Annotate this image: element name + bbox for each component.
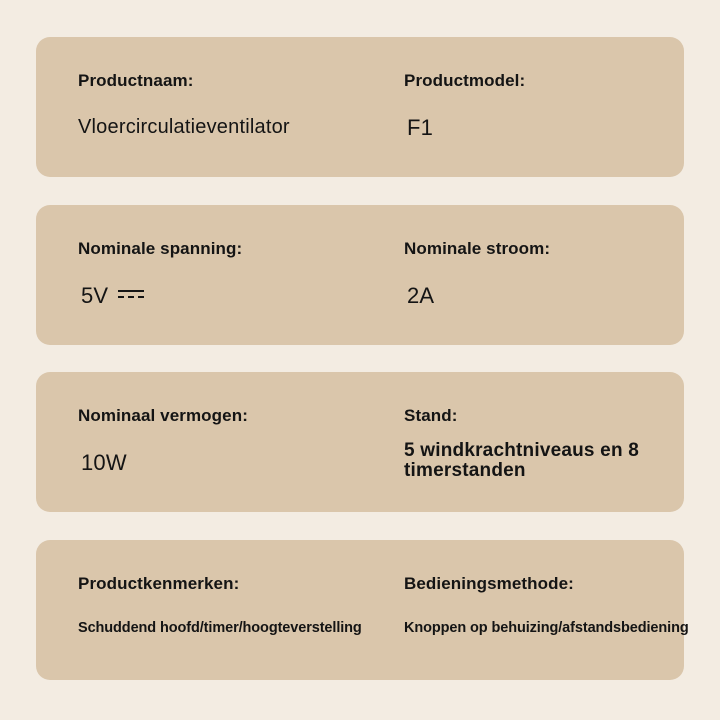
spec-rated-voltage	[78, 205, 378, 345]
spec-value: 2A	[407, 283, 435, 308]
spec-label: Nominaal vermogen:	[78, 406, 248, 425]
spec-value: Knoppen op behuizing/afstandsbediening	[404, 620, 689, 636]
spec-label: Productmodel:	[404, 71, 526, 90]
spec-value: 5 windkrachtniveaus en 8 timerstanden	[404, 440, 639, 481]
spec-operation-method	[404, 540, 689, 680]
spec-card-power	[36, 372, 684, 512]
spec-label: Nominale stroom:	[404, 239, 551, 258]
spec-card-features	[36, 540, 689, 680]
spec-label: Bedieningsmethode:	[404, 574, 574, 593]
spec-label: Productnaam:	[78, 71, 194, 90]
spec-value: Schuddend hoofd/timer/hoogteverstelling	[78, 620, 362, 636]
dc-current-icon	[118, 290, 144, 300]
spec-settings	[404, 372, 679, 512]
spec-value: F1	[407, 115, 434, 140]
spec-value: Vloercirculatieventilator	[78, 116, 290, 138]
spec-value: 5V	[81, 283, 109, 308]
spec-value-wrapper	[81, 283, 144, 309]
spec-rated-power	[78, 372, 378, 512]
spec-product-model	[404, 37, 679, 177]
spec-card-electrical	[36, 205, 684, 345]
spec-label: Stand:	[404, 406, 458, 425]
spec-product-features	[78, 540, 378, 680]
spec-card-product	[36, 37, 684, 177]
spec-label: Nominale spanning:	[78, 239, 243, 258]
spec-label: Productkenmerken:	[78, 574, 240, 593]
spec-product-name	[78, 37, 378, 177]
spec-rated-current	[404, 205, 679, 345]
spec-value: 10W	[81, 450, 127, 475]
